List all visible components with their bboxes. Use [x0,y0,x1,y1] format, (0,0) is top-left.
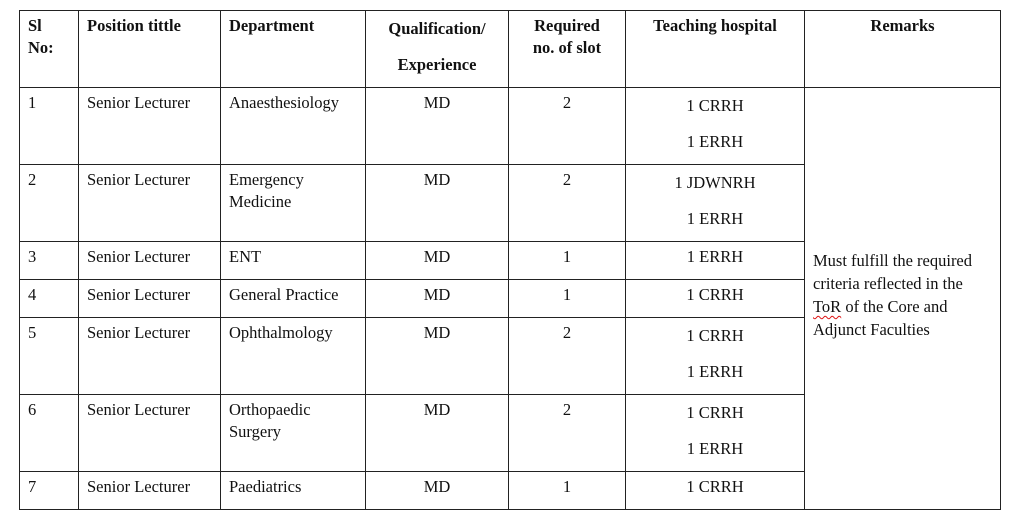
hospital-entry: 1 ERRH [686,439,744,458]
header-sl [20,11,79,88]
header-qualification-line1: Qualification/ [388,19,486,38]
cell-sl: 1 [20,88,79,165]
cell-department [221,88,366,165]
remarks-text-end: of the Core and Adjunct Faculties [813,297,948,339]
cell-qualification: MD [366,472,509,510]
table-row [20,88,1001,165]
department-line: General Practice [229,285,339,304]
cell-position: Senior Lecturer [79,88,221,165]
hospital-entry: 1 CRRH [686,96,744,115]
hospital-entry: 1 CRRH [686,477,744,496]
department-line: Surgery [229,422,281,441]
cell-qualification: MD [366,280,509,318]
cell-department [221,318,366,395]
cell-department [221,165,366,242]
cell-position: Senior Lecturer [79,472,221,510]
cell-slots: 2 [509,395,626,472]
cell-hospital [626,88,805,165]
department-line: Ophthalmology [229,323,333,342]
cell-qualification: MD [366,318,509,395]
hospital-entry: 1 ERRH [686,209,744,228]
cell-remarks [805,88,1001,510]
cell-sl: 6 [20,395,79,472]
header-slots-line1: Required [534,16,600,35]
cell-position: Senior Lecturer [79,165,221,242]
header-hospital: Teaching hospital [626,11,805,88]
cell-position: Senior Lecturer [79,318,221,395]
department-line: Orthopaedic [229,400,311,419]
header-slots [509,11,626,88]
cell-sl: 7 [20,472,79,510]
cell-slots: 1 [509,280,626,318]
hospital-entry: 1 ERRH [686,362,744,381]
cell-qualification: MD [366,395,509,472]
cell-sl: 4 [20,280,79,318]
cell-department [221,395,366,472]
department-line: Anaesthesiology [229,93,339,112]
cell-qualification: MD [366,242,509,280]
cell-position: Senior Lecturer [79,395,221,472]
hospital-entry: 1 ERRH [686,132,744,151]
cell-hospital [626,472,805,510]
header-remarks: Remarks [805,11,1001,88]
cell-slots: 2 [509,318,626,395]
hospital-entry: 1 ERRH [686,247,744,266]
cell-slots: 1 [509,472,626,510]
header-slots-line2: no. of slot [532,38,602,57]
cell-hospital [626,242,805,280]
header-row [20,11,1001,88]
cell-department [221,472,366,510]
cell-hospital [626,165,805,242]
positions-table [19,10,1001,510]
cell-sl: 5 [20,318,79,395]
cell-hospital [626,280,805,318]
cell-department [221,280,366,318]
cell-sl: 3 [20,242,79,280]
cell-qualification: MD [366,165,509,242]
cell-sl: 2 [20,165,79,242]
department-line: ENT [229,247,262,266]
cell-hospital [626,395,805,472]
hospital-entry: 1 CRRH [686,285,744,304]
hospital-entry: 1 CRRH [686,403,744,422]
remarks-flagged-word: ToR [813,297,842,316]
department-line: Emergency [229,170,304,189]
cell-qualification: MD [366,88,509,165]
cell-hospital [626,318,805,395]
cell-position: Senior Lecturer [79,280,221,318]
header-position: Position tittle [79,11,221,88]
department-line: Paediatrics [229,477,302,496]
cell-slots: 2 [509,88,626,165]
header-sl-line1: Sl [28,16,42,35]
header-department: Department [221,11,366,88]
hospital-entry: 1 CRRH [686,326,744,345]
remarks-text [813,249,992,341]
cell-slots: 2 [509,165,626,242]
remarks-text-start: Must fulfill the required criteria reflected in the [813,251,973,293]
cell-slots: 1 [509,242,626,280]
header-sl-line2: No: [28,38,54,57]
hospital-entry: 1 JDWNRH [674,173,756,192]
header-qualification [366,11,509,88]
header-qualification-line2: Experience [397,55,477,74]
cell-department [221,242,366,280]
department-line: Medicine [229,192,292,211]
cell-position: Senior Lecturer [79,242,221,280]
